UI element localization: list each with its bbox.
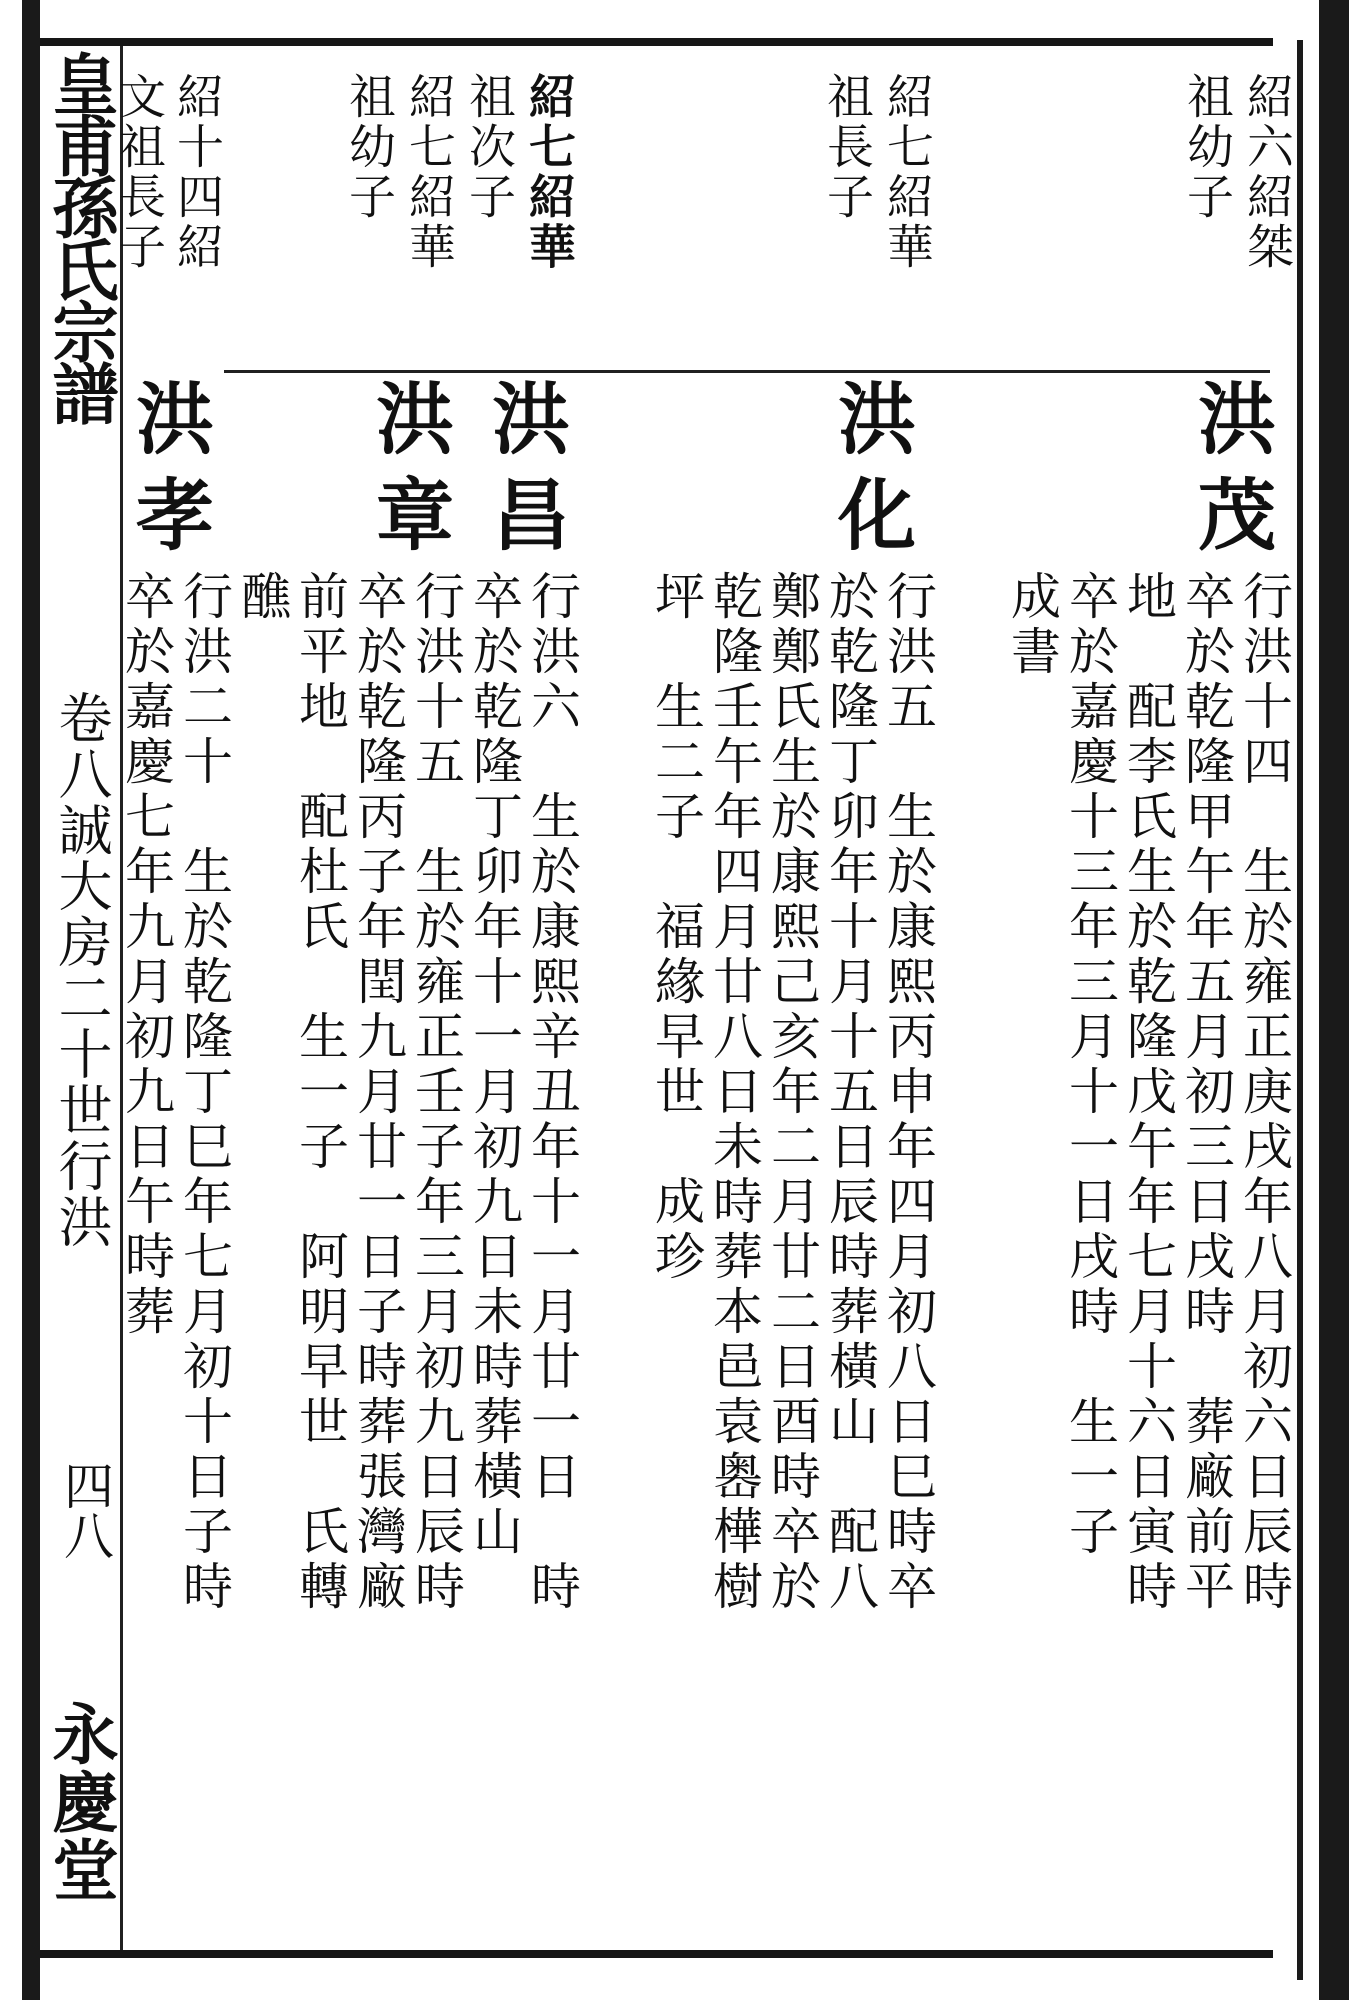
lineage-note: 文祖長子 — [111, 72, 166, 272]
person-name: 洪孝 — [123, 378, 214, 570]
genealogy-title: 皇甫孫氏宗譜 — [41, 50, 119, 422]
record-line: 前平地 配杜氏 生一子 阿明早世 氏轉 — [291, 570, 349, 1615]
hall-name: 永慶堂 — [41, 1700, 119, 1904]
record-line: 醮 — [233, 570, 291, 625]
record-line: 成書 — [1003, 570, 1061, 680]
lineage-note: 紹七紹華 — [879, 72, 934, 272]
header-divider — [224, 370, 1270, 373]
volume-mark: 卷八 — [50, 690, 113, 802]
lineage-note: 祖長子 — [819, 72, 874, 222]
record-line: 坪 生二子 福緣早世 成珍 — [647, 570, 705, 1285]
record-line: 地 配李氏生於乾隆戊午年七月十六日寅時 — [1119, 570, 1177, 1615]
person-name: 洪茂 — [1185, 378, 1276, 570]
lineage-note: 紹十四紹 — [169, 72, 224, 272]
person-name: 洪化 — [825, 378, 916, 570]
book-edge-right — [1319, 0, 1349, 2000]
book-edge-right-line — [1297, 40, 1303, 1980]
record-line: 行洪十五 生於雍正壬子年三月初九日辰時 — [407, 570, 465, 1615]
record-line: 行洪五 生於康熙丙申年四月初八日巳時卒 — [879, 570, 937, 1615]
record-line: 卒於乾隆丙子年閏九月廿一日子時葬張灣廠 — [349, 570, 407, 1615]
lineage-note: 紹六紹桀 — [1239, 72, 1294, 272]
record-line: 行洪十四 生於雍正庚戌年八月初六日辰時 — [1235, 570, 1293, 1615]
lineage-note: 祖幼子 — [1179, 72, 1234, 222]
record-line: 卒於嘉慶十三年三月十一日戌時 生一子 — [1061, 570, 1119, 1560]
person-name: 洪章 — [363, 378, 454, 570]
record-line: 卒於嘉慶七年九月初九日午時葬 — [117, 570, 175, 1340]
page-number: 四八 — [56, 1460, 114, 1560]
volume-section — [50, 690, 112, 1250]
record-line: 乾隆壬午年四月廿八日未時葬本邑袁嶴樺樹 — [705, 570, 763, 1615]
lineage-note: 紹七紹華 — [401, 72, 456, 272]
book-edge-left — [22, 0, 40, 2000]
section-label: 誠大房二十世行洪 — [50, 802, 113, 1250]
lineage-note: 祖幼子 — [341, 72, 396, 222]
lineage-note: 紹七紹華 — [521, 72, 576, 272]
lineage-note: 祖次子 — [461, 72, 516, 222]
person-name: 洪昌 — [479, 378, 570, 570]
record-line: 行洪六 生於康熙辛丑年十一月廿一日 時 — [523, 570, 581, 1615]
record-line: 卒於乾隆丁卯年十一月初九日未時葬橫山 — [465, 570, 523, 1560]
record-line: 卒於乾隆甲午年五月初三日戌時 葬廠前平 — [1177, 570, 1235, 1615]
record-line: 鄭鄭氏生於康熙己亥年二月廿二日酉時卒於 — [763, 570, 821, 1615]
record-line: 於乾隆丁卯年十月十五日辰時葬橫山 配八 — [821, 570, 879, 1615]
record-line: 行洪二十 生於乾隆丁巳年七月初十日子時 — [175, 570, 233, 1615]
